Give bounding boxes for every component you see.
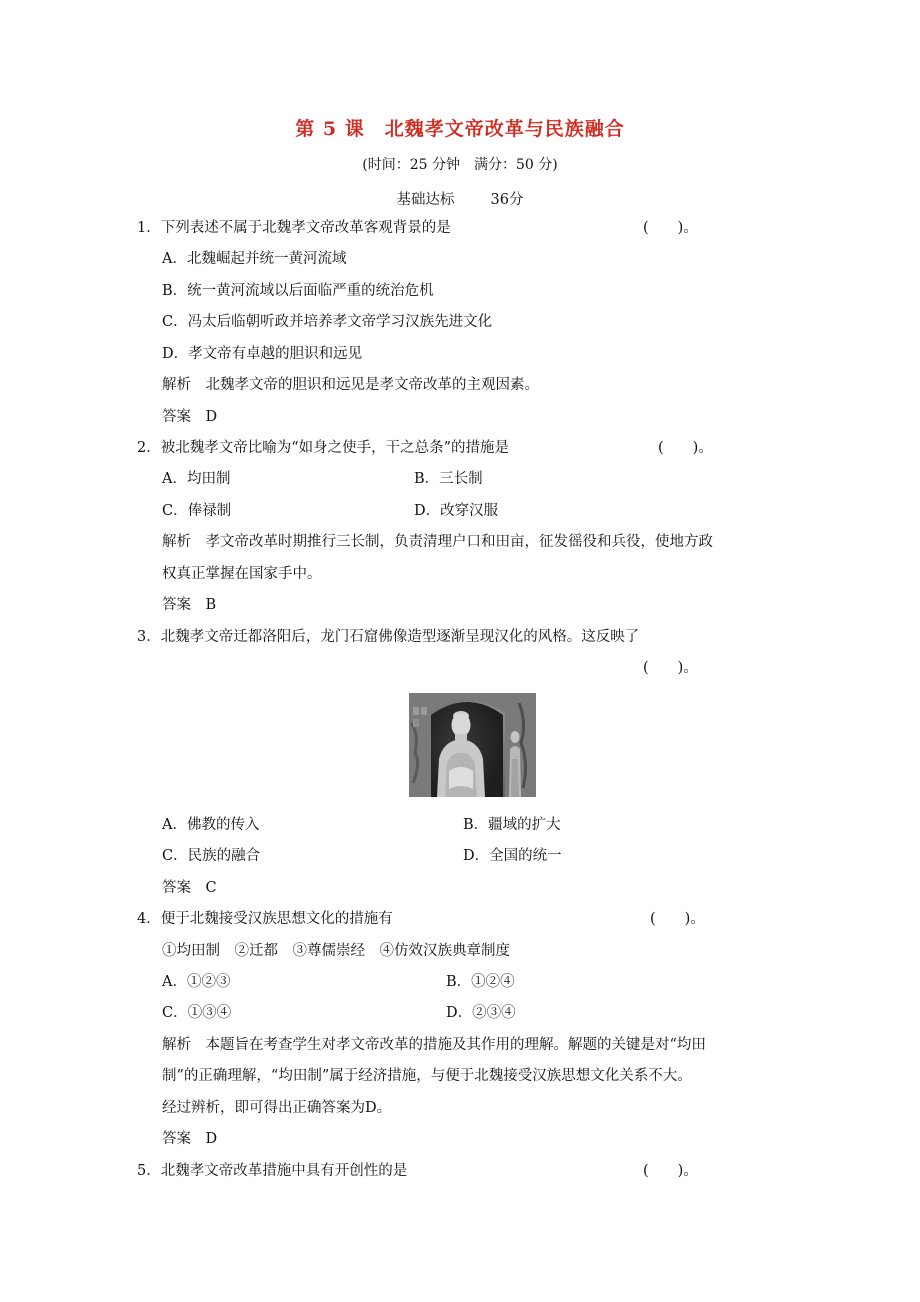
q1-option-d: D．孝文帝有卓越的胆识和远见	[162, 346, 363, 362]
lesson-title: 第 5 课 北魏孝文帝改革与民族融合	[295, 118, 625, 140]
q1-answer-blank: ( )。	[643, 220, 698, 236]
q1-answer: 答案 D	[162, 409, 218, 425]
q4-analysis-line-2: 制”的正确理解，“均田制”属于经济措施，与便于北魏接受汉族思想文化关系不大。	[162, 1068, 692, 1084]
q1-option-b: B．统一黄河流域以后面临严重的统治危机	[162, 283, 434, 299]
q1-analysis: 解析 北魏孝文帝的胆识和远见是孝文帝改革的主观因素。	[162, 377, 539, 393]
q2-option-d: D．改穿汉服	[414, 503, 499, 519]
time-and-score: (时间：25 分钟 满分：50 分)	[362, 157, 558, 173]
q1-option-c: C．冯太后临朝听政并培养孝文帝学习汉族先进文化	[162, 314, 493, 330]
q4-option-b: B．①②④	[446, 974, 515, 990]
q2-option-c: C．俸禄制	[162, 503, 232, 519]
q5-stem: 5．北魏孝文帝改革措施中具有开创性的是	[137, 1163, 408, 1179]
buddha-statue-photo	[409, 693, 536, 797]
q4-analysis-line-1: 解析 本题旨在考查学生对孝文帝改革的措施及其作用的理解。解题的关键是对“均田	[162, 1037, 706, 1053]
section-heading	[0, 188, 920, 209]
q4-stem: 4．便于北魏接受汉族思想文化的措施有	[137, 911, 393, 927]
q3-stem: 3．北魏孝文帝迁都洛阳后，龙门石窟佛像造型逐渐呈现汉化的风格。这反映了	[137, 629, 640, 645]
q2-answer: 答案 B	[162, 597, 217, 613]
q4-option-a: A．①②③	[162, 974, 231, 990]
q2-answer-blank: ( )。	[658, 440, 713, 456]
q4-answer-blank: ( )。	[650, 911, 705, 927]
q4-option-c: C．①③④	[162, 1005, 232, 1021]
section-name: 基础达标	[396, 192, 455, 208]
q2-analysis-line-1: 解析 孝文帝改革时期推行三长制，负责清理户口和田亩，征发徭役和兵役，使地方政	[162, 534, 713, 550]
q2-option-b: B．三长制	[414, 471, 483, 487]
q3-answer: 答案 C	[162, 880, 217, 896]
q1-option-a: A．北魏崛起并统一黄河流域	[162, 251, 347, 267]
q3-answer-blank: ( )。	[643, 660, 698, 676]
section-score: 36分	[490, 192, 524, 208]
q4-analysis-line-3: 经过辨析，即可得出正确答案为D。	[162, 1100, 392, 1116]
q3-option-b: B．疆域的扩大	[463, 817, 561, 833]
q5-answer-blank: ( )。	[643, 1163, 698, 1179]
q2-option-a: A．均田制	[162, 471, 231, 487]
q3-option-a: A．佛教的传入	[162, 817, 260, 833]
q4-option-d: D．②③④	[446, 1005, 516, 1021]
q3-option-c: C．民族的融合	[162, 848, 261, 864]
q2-stem: 2．被北魏孝文帝比喻为“如身之使手，干之总条”的措施是	[137, 440, 510, 456]
q3-option-d: D．全国的统一	[463, 848, 562, 864]
q4-items: ①均田制 ②迁都 ③尊儒崇经 ④仿效汉族典章制度	[162, 943, 510, 959]
q2-analysis-line-2: 权真正掌握在国家手中。	[162, 566, 322, 582]
q1-stem: 1．下列表述不属于北魏孝文帝改革客观背景的是	[137, 220, 451, 236]
q4-answer: 答案 D	[162, 1131, 218, 1147]
